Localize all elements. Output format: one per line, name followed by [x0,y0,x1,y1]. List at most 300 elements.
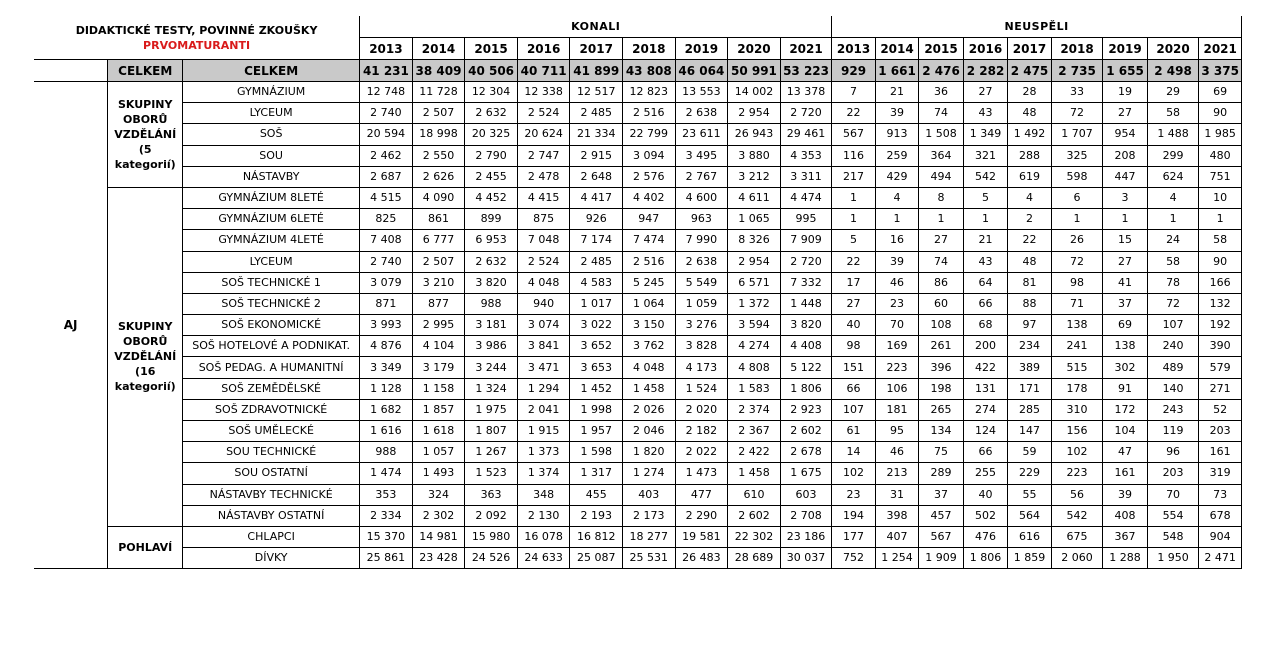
cell-konali-2017: 4 583 [570,272,623,293]
cell-konali-2014: 1 057 [412,442,465,463]
year-header-neuspeli-2019: 2019 [1103,38,1147,60]
cell-konali-2013: 871 [360,293,413,314]
cell-neuspeli-2019: 69 [1103,315,1147,336]
cell-konali-2020: 2 374 [728,399,781,420]
cell-neuspeli-2018: 26 [1051,230,1103,251]
cell-neuspeli-2020: 140 [1147,378,1199,399]
table-row [34,336,1242,357]
cell-neuspeli-2013: 40 [832,315,875,336]
cell-neuspeli-2014: 46 [875,272,918,293]
cell-neuspeli-2018: 98 [1051,272,1103,293]
cell-konali-2015: 1 523 [465,463,518,484]
cell-neuspeli-2014: 429 [875,166,918,187]
cell-neuspeli-2014: 70 [875,315,918,336]
cell-konali-2014: 2 995 [412,315,465,336]
cell-konali-2020: 3 594 [728,315,781,336]
cell-neuspeli-2018: 241 [1051,336,1103,357]
cell-konali-2014: 6 777 [412,230,465,251]
cell-neuspeli-2019: 138 [1103,336,1147,357]
cell-neuspeli-2016: 43 [963,251,1007,272]
year-header-konali-2018: 2018 [623,38,676,60]
cell-neuspeli-2014: 46 [875,442,918,463]
cell-konali-2015: 3 986 [465,336,518,357]
cell-konali-2021: 995 [780,209,832,230]
cell-konali-2020: 3 880 [728,145,781,166]
cell-neuspeli-2021: 52 [1199,399,1242,420]
subject-cell-top [34,60,108,82]
cell-neuspeli-2016: 21 [963,230,1007,251]
total-konali-2017: 41 899 [570,60,623,82]
category-label: SKUPINY OBORŮ VZDĚLÁNÍ (16 kategorií) [108,187,183,526]
cell-neuspeli-2015: 1 508 [919,124,963,145]
cell-neuspeli-2015: 74 [919,103,963,124]
cell-konali-2013: 2 334 [360,505,413,526]
cell-konali-2021: 23 186 [780,526,832,547]
year-header-konali-2014: 2014 [412,38,465,60]
cell-konali-2013: 353 [360,484,413,505]
cell-konali-2018: 1 820 [623,442,676,463]
total-neuspeli-2016: 2 282 [963,60,1007,82]
cell-konali-2021: 4 353 [780,145,832,166]
cell-neuspeli-2013: 17 [832,272,875,293]
cell-konali-2014: 1 618 [412,421,465,442]
cell-neuspeli-2019: 27 [1103,103,1147,124]
cell-neuspeli-2016: 43 [963,103,1007,124]
cell-neuspeli-2014: 39 [875,103,918,124]
cell-neuspeli-2015: 457 [919,505,963,526]
cell-konali-2020: 14 002 [728,82,781,103]
cell-neuspeli-2021: 132 [1199,293,1242,314]
cell-neuspeli-2019: 447 [1103,166,1147,187]
cell-konali-2021: 1 806 [780,378,832,399]
cell-konali-2020: 2 602 [728,505,781,526]
cell-neuspeli-2019: 208 [1103,145,1147,166]
cell-konali-2015: 15 980 [465,526,518,547]
cell-neuspeli-2021: 203 [1199,421,1242,442]
cell-konali-2016: 348 [517,484,570,505]
cell-konali-2016: 3 841 [517,336,570,357]
row-label: SOŠ EKONOMICKÉ [183,315,360,336]
cell-konali-2013: 988 [360,442,413,463]
row-label: CHLAPCI [183,526,360,547]
cell-konali-2020: 8 326 [728,230,781,251]
cell-neuspeli-2014: 169 [875,336,918,357]
cell-neuspeli-2020: 624 [1147,166,1199,187]
cell-konali-2019: 1 524 [675,378,728,399]
cell-neuspeli-2017: 28 [1008,82,1051,103]
cell-neuspeli-2013: 116 [832,145,875,166]
cell-neuspeli-2020: 1 [1147,209,1199,230]
cell-konali-2018: 947 [623,209,676,230]
cell-neuspeli-2014: 1 [875,209,918,230]
row-label: NÁSTAVBY OSTATNÍ [183,505,360,526]
category-label: SKUPINY OBORŮ VZDĚLÁNÍ (5 kategorií) [108,82,183,188]
cell-neuspeli-2019: 367 [1103,526,1147,547]
year-header-konali-2013: 2013 [360,38,413,60]
cell-konali-2019: 477 [675,484,728,505]
cell-konali-2020: 1 065 [728,209,781,230]
cell-konali-2015: 2 790 [465,145,518,166]
year-header-neuspeli-2015: 2015 [919,38,963,60]
cell-konali-2016: 4 048 [517,272,570,293]
cell-konali-2021: 2 720 [780,251,832,272]
cell-neuspeli-2020: 96 [1147,442,1199,463]
total-neuspeli-2020: 2 498 [1147,60,1199,82]
row-label: LYCEUM [183,251,360,272]
cell-neuspeli-2018: 102 [1051,442,1103,463]
cell-neuspeli-2013: 23 [832,484,875,505]
cell-neuspeli-2013: 14 [832,442,875,463]
cell-konali-2015: 1 975 [465,399,518,420]
cell-konali-2020: 4 274 [728,336,781,357]
cell-neuspeli-2017: 285 [1008,399,1051,420]
cell-neuspeli-2013: 151 [832,357,875,378]
cell-neuspeli-2016: 1 349 [963,124,1007,145]
cell-neuspeli-2015: 1 [919,209,963,230]
cell-neuspeli-2018: 72 [1051,251,1103,272]
cell-konali-2016: 2 524 [517,103,570,124]
cell-neuspeli-2019: 408 [1103,505,1147,526]
cell-konali-2015: 3 820 [465,272,518,293]
row-label: GYMNÁZIUM 6LETÉ [183,209,360,230]
cell-neuspeli-2021: 10 [1199,187,1242,208]
cell-konali-2019: 2 290 [675,505,728,526]
cell-neuspeli-2017: 147 [1008,421,1051,442]
cell-konali-2018: 4 048 [623,357,676,378]
row-label: NÁSTAVBY [183,166,360,187]
cell-neuspeli-2018: 6 [1051,187,1103,208]
table-row [34,187,1242,208]
title-line-2: PRVOMATURANTI [143,38,251,52]
cell-neuspeli-2019: 104 [1103,421,1147,442]
cell-neuspeli-2017: 229 [1008,463,1051,484]
cell-konali-2017: 12 517 [570,82,623,103]
cell-neuspeli-2015: 289 [919,463,963,484]
cell-neuspeli-2019: 27 [1103,251,1147,272]
cell-konali-2013: 1 682 [360,399,413,420]
cell-neuspeli-2014: 1 254 [875,548,918,569]
table-row [34,124,1242,145]
cell-konali-2013: 7 408 [360,230,413,251]
cell-konali-2016: 24 633 [517,548,570,569]
cell-konali-2015: 20 325 [465,124,518,145]
cell-neuspeli-2015: 198 [919,378,963,399]
cell-neuspeli-2016: 131 [963,378,1007,399]
cell-konali-2021: 4 408 [780,336,832,357]
cell-konali-2018: 2 576 [623,166,676,187]
cell-konali-2016: 2 478 [517,166,570,187]
cell-konali-2016: 3 074 [517,315,570,336]
cell-konali-2015: 6 953 [465,230,518,251]
cell-konali-2019: 2 022 [675,442,728,463]
cell-konali-2017: 2 193 [570,505,623,526]
cell-konali-2020: 3 212 [728,166,781,187]
cell-konali-2013: 3 349 [360,357,413,378]
cell-konali-2019: 963 [675,209,728,230]
year-header-neuspeli-2017: 2017 [1008,38,1051,60]
cell-konali-2018: 18 277 [623,526,676,547]
cell-konali-2014: 877 [412,293,465,314]
cell-konali-2018: 3 762 [623,336,676,357]
cell-neuspeli-2015: 1 909 [919,548,963,569]
cell-neuspeli-2019: 3 [1103,187,1147,208]
cell-neuspeli-2017: 171 [1008,378,1051,399]
table-row [34,484,1242,505]
group-header-konali: KONALI [360,16,832,38]
cell-konali-2021: 2 708 [780,505,832,526]
cell-neuspeli-2013: 194 [832,505,875,526]
cell-konali-2020: 2 954 [728,251,781,272]
cell-konali-2014: 23 428 [412,548,465,569]
cell-konali-2018: 1 274 [623,463,676,484]
row-label: SOU [183,145,360,166]
cell-konali-2017: 7 174 [570,230,623,251]
row-label: SOŠ [183,124,360,145]
cell-konali-2014: 1 158 [412,378,465,399]
cell-konali-2018: 1 064 [623,293,676,314]
year-header-neuspeli-2021: 2021 [1199,38,1242,60]
total-neuspeli-2017: 2 475 [1008,60,1051,82]
cell-konali-2020: 4 611 [728,187,781,208]
cell-neuspeli-2014: 16 [875,230,918,251]
cell-neuspeli-2017: 2 [1008,209,1051,230]
cell-konali-2017: 2 915 [570,145,623,166]
row-label: NÁSTAVBY TECHNICKÉ [183,484,360,505]
cell-neuspeli-2020: 299 [1147,145,1199,166]
cell-neuspeli-2017: 88 [1008,293,1051,314]
cell-neuspeli-2019: 1 288 [1103,548,1147,569]
cell-neuspeli-2014: 21 [875,82,918,103]
cell-neuspeli-2018: 325 [1051,145,1103,166]
cell-konali-2020: 1 372 [728,293,781,314]
group-header-neuspeli: NEUSPĚLI [832,16,1242,38]
cell-neuspeli-2018: 675 [1051,526,1103,547]
cell-neuspeli-2020: 548 [1147,526,1199,547]
cell-neuspeli-2014: 106 [875,378,918,399]
row-label: SOU OSTATNÍ [183,463,360,484]
cell-konali-2018: 22 799 [623,124,676,145]
cell-konali-2018: 2 046 [623,421,676,442]
cell-konali-2021: 7 332 [780,272,832,293]
cell-konali-2016: 4 415 [517,187,570,208]
cell-neuspeli-2021: 678 [1199,505,1242,526]
cell-neuspeli-2021: 90 [1199,103,1242,124]
cell-konali-2019: 2 020 [675,399,728,420]
cell-konali-2016: 20 624 [517,124,570,145]
year-header-neuspeli-2013: 2013 [832,38,875,60]
cell-konali-2019: 2 638 [675,103,728,124]
cell-konali-2014: 1 493 [412,463,465,484]
year-header-konali-2015: 2015 [465,38,518,60]
cell-neuspeli-2019: 91 [1103,378,1147,399]
cell-neuspeli-2017: 48 [1008,103,1051,124]
cell-konali-2019: 4 173 [675,357,728,378]
cell-neuspeli-2017: 564 [1008,505,1051,526]
cell-konali-2013: 4 876 [360,336,413,357]
cell-konali-2017: 3 022 [570,315,623,336]
table-row [34,293,1242,314]
cell-neuspeli-2013: 22 [832,103,875,124]
cell-neuspeli-2017: 234 [1008,336,1051,357]
table-row [34,357,1242,378]
cell-neuspeli-2020: 1 950 [1147,548,1199,569]
cell-neuspeli-2021: 73 [1199,484,1242,505]
cell-konali-2016: 7 048 [517,230,570,251]
cell-konali-2014: 4 090 [412,187,465,208]
cell-konali-2015: 3 244 [465,357,518,378]
cell-neuspeli-2021: 1 [1199,209,1242,230]
cell-konali-2016: 1 374 [517,463,570,484]
cell-konali-2019: 26 483 [675,548,728,569]
cell-neuspeli-2018: 138 [1051,315,1103,336]
cell-neuspeli-2013: 567 [832,124,875,145]
cell-neuspeli-2016: 200 [963,336,1007,357]
cell-konali-2021: 603 [780,484,832,505]
cell-konali-2014: 4 104 [412,336,465,357]
cell-konali-2021: 2 720 [780,103,832,124]
cell-neuspeli-2021: 69 [1199,82,1242,103]
cell-neuspeli-2021: 192 [1199,315,1242,336]
cell-konali-2013: 4 515 [360,187,413,208]
cell-konali-2017: 3 653 [570,357,623,378]
cell-neuspeli-2020: 24 [1147,230,1199,251]
cell-neuspeli-2017: 616 [1008,526,1051,547]
cell-konali-2016: 875 [517,209,570,230]
cell-neuspeli-2015: 261 [919,336,963,357]
cell-konali-2019: 2 638 [675,251,728,272]
table-row [34,230,1242,251]
cell-neuspeli-2016: 66 [963,442,1007,463]
cell-konali-2021: 1 448 [780,293,832,314]
cell-konali-2015: 988 [465,293,518,314]
cell-neuspeli-2021: 161 [1199,442,1242,463]
cell-neuspeli-2013: 7 [832,82,875,103]
cell-neuspeli-2017: 81 [1008,272,1051,293]
cell-neuspeli-2015: 8 [919,187,963,208]
cell-konali-2019: 19 581 [675,526,728,547]
cell-konali-2021: 4 474 [780,187,832,208]
cell-neuspeli-2018: 72 [1051,103,1103,124]
cell-neuspeli-2013: 1 [832,187,875,208]
cell-konali-2019: 4 600 [675,187,728,208]
cell-neuspeli-2014: 213 [875,463,918,484]
cell-neuspeli-2017: 389 [1008,357,1051,378]
cell-neuspeli-2015: 74 [919,251,963,272]
total-neuspeli-2014: 1 661 [875,60,918,82]
cell-konali-2017: 3 652 [570,336,623,357]
cell-konali-2017: 926 [570,209,623,230]
cell-neuspeli-2015: 265 [919,399,963,420]
cell-konali-2015: 1 324 [465,378,518,399]
cell-neuspeli-2016: 476 [963,526,1007,547]
cell-konali-2018: 1 458 [623,378,676,399]
cell-konali-2021: 2 602 [780,421,832,442]
row-label: SOŠ ZDRAVOTNICKÉ [183,399,360,420]
cell-konali-2021: 2 923 [780,399,832,420]
cell-neuspeli-2016: 542 [963,166,1007,187]
cell-neuspeli-2013: 98 [832,336,875,357]
table-row [34,251,1242,272]
cell-konali-2021: 7 909 [780,230,832,251]
cell-konali-2014: 11 728 [412,82,465,103]
cell-neuspeli-2015: 37 [919,484,963,505]
total-neuspeli-2018: 2 735 [1051,60,1103,82]
total-konali-2014: 38 409 [412,60,465,82]
cell-neuspeli-2016: 274 [963,399,1007,420]
cell-neuspeli-2020: 107 [1147,315,1199,336]
cell-neuspeli-2016: 64 [963,272,1007,293]
cell-konali-2013: 1 128 [360,378,413,399]
exam-statistics-table [34,16,1242,569]
cell-konali-2017: 1 998 [570,399,623,420]
cell-konali-2014: 2 302 [412,505,465,526]
table-row [34,526,1242,547]
cell-neuspeli-2016: 124 [963,421,1007,442]
cell-neuspeli-2015: 364 [919,145,963,166]
cell-konali-2021: 1 675 [780,463,832,484]
year-header-neuspeli-2018: 2018 [1051,38,1103,60]
cell-konali-2013: 2 462 [360,145,413,166]
cell-konali-2020: 4 808 [728,357,781,378]
cell-neuspeli-2019: 954 [1103,124,1147,145]
cell-konali-2016: 12 338 [517,82,570,103]
year-header-konali-2019: 2019 [675,38,728,60]
cell-konali-2017: 16 812 [570,526,623,547]
cell-konali-2016: 16 078 [517,526,570,547]
cell-konali-2018: 4 402 [623,187,676,208]
cell-neuspeli-2014: 398 [875,505,918,526]
subject-label: AJ [34,82,108,569]
total-konali-2018: 43 808 [623,60,676,82]
cell-neuspeli-2017: 97 [1008,315,1051,336]
cell-neuspeli-2021: 166 [1199,272,1242,293]
cell-neuspeli-2014: 407 [875,526,918,547]
cell-neuspeli-2018: 56 [1051,484,1103,505]
cell-konali-2019: 3 495 [675,145,728,166]
cell-konali-2019: 3 828 [675,336,728,357]
cell-neuspeli-2016: 502 [963,505,1007,526]
cell-neuspeli-2021: 390 [1199,336,1242,357]
cell-neuspeli-2019: 172 [1103,399,1147,420]
cell-neuspeli-2013: 27 [832,293,875,314]
table-row [34,399,1242,420]
cell-neuspeli-2019: 1 [1103,209,1147,230]
cell-konali-2017: 4 417 [570,187,623,208]
cell-konali-2013: 25 861 [360,548,413,569]
cell-neuspeli-2015: 36 [919,82,963,103]
cell-neuspeli-2021: 1 985 [1199,124,1242,145]
row-label: SOŠ PEDAG. A HUMANITNÍ [183,357,360,378]
cell-neuspeli-2018: 515 [1051,357,1103,378]
cell-neuspeli-2016: 255 [963,463,1007,484]
total-col2: CELKEM [183,60,360,82]
cell-neuspeli-2014: 39 [875,251,918,272]
total-konali-2013: 41 231 [360,60,413,82]
cell-konali-2015: 1 267 [465,442,518,463]
cell-neuspeli-2019: 39 [1103,484,1147,505]
cell-konali-2014: 3 179 [412,357,465,378]
cell-konali-2017: 1 452 [570,378,623,399]
cell-neuspeli-2020: 29 [1147,82,1199,103]
cell-konali-2013: 1 616 [360,421,413,442]
cell-konali-2016: 2 041 [517,399,570,420]
cell-konali-2016: 1 294 [517,378,570,399]
cell-neuspeli-2021: 58 [1199,230,1242,251]
cell-neuspeli-2020: 240 [1147,336,1199,357]
cell-konali-2015: 4 452 [465,187,518,208]
cell-neuspeli-2021: 579 [1199,357,1242,378]
cell-neuspeli-2016: 27 [963,82,1007,103]
